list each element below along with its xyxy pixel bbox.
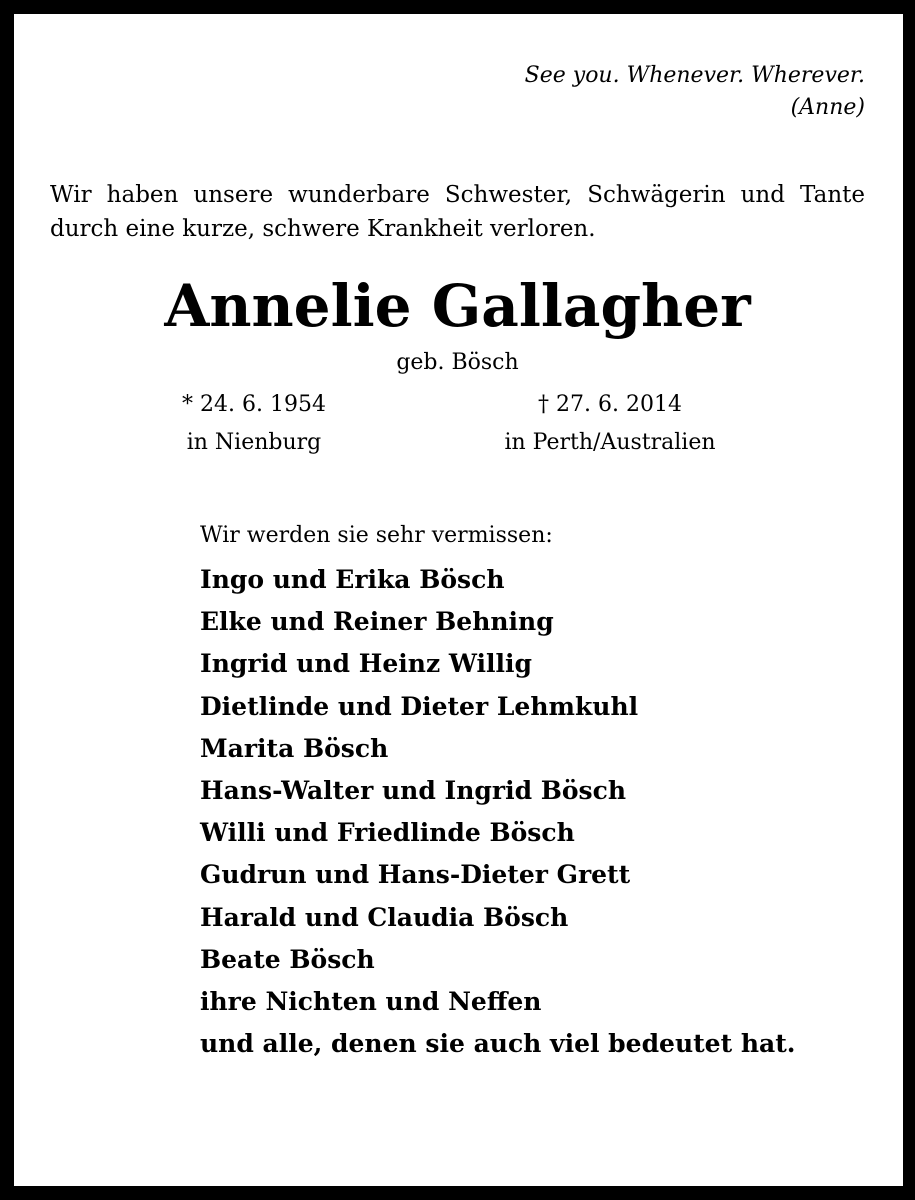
death-date: † 27. 6. 2014	[538, 392, 682, 417]
mourner-line: Marita Bösch	[200, 733, 389, 763]
mourner-line: Harald und Claudia Bösch	[200, 902, 569, 932]
intro-paragraph: Wir haben unsere wunderbare Schwester, Schwägerin und Tante durch eine kurze, schwere Krankheit verloren.	[50, 182, 865, 242]
mourners-intro: Wir werden sie sehr vermissen:	[200, 523, 553, 548]
death-place: in Perth/Australien	[504, 430, 716, 455]
mourner-line: Ingrid und Heinz Willig	[200, 649, 532, 679]
mourner-line: Dietlinde und Dieter Lehmkuhl	[200, 691, 639, 721]
epigraph-quote	[525, 60, 865, 124]
birth-info	[154, 386, 354, 462]
death-info	[460, 386, 760, 462]
mourner-line: und alle, denen sie auch viel bedeutet hat.	[200, 1029, 796, 1059]
quote-author: (Anne)	[790, 95, 865, 120]
mourner-line: Hans-Walter und Ingrid Bösch	[200, 776, 627, 806]
mourner-line: Elke und Reiner Behning	[200, 607, 554, 637]
maiden-name: geb. Bösch	[396, 350, 519, 375]
mourner-line: Willi und Friedlinde Bösch	[200, 818, 575, 848]
birth-date: * 24. 6. 1954	[182, 392, 326, 417]
deceased-name: Annelie Gallagher	[164, 272, 751, 340]
mourner-line: Ingo und Erika Bösch	[200, 565, 505, 594]
mourners-list	[200, 559, 795, 1065]
mourner-line: ihre Nichten und Neffen	[200, 987, 542, 1017]
mourner-line: Gudrun und Hans-Dieter Grett	[200, 860, 631, 890]
mourner-line: Beate Bösch	[200, 944, 375, 974]
quote-text: See you. Whenever. Wherever.	[524, 63, 865, 88]
birth-place: in Nienburg	[186, 430, 322, 455]
